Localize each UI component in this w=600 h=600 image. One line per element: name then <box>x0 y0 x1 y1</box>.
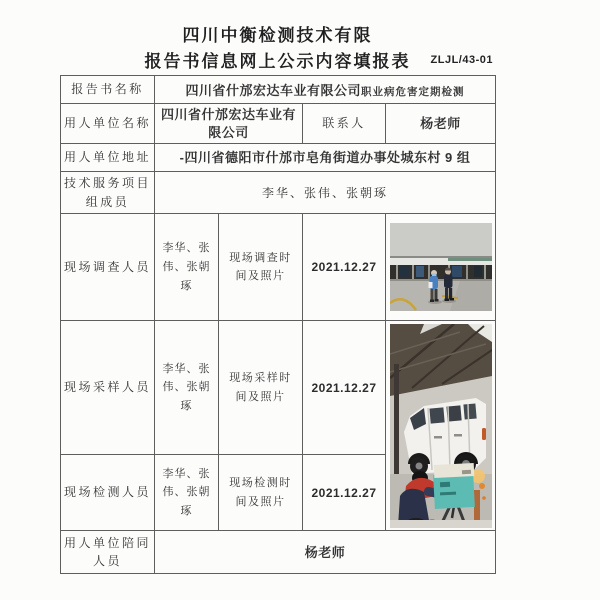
sampling-personnel: 李华、张伟、张朝琢 <box>155 321 219 455</box>
workshop-van-photo <box>390 324 492 528</box>
sampling-time-label: 现场采样时间及照片 <box>219 321 303 455</box>
employer-address-value: -四川省德阳市什邡市皂角街道办事处城东村 9 组 <box>155 144 496 172</box>
doc-code: ZLJL/43-01 <box>430 54 493 66</box>
report-detection-part: 职业病危害定期检测 <box>361 86 465 98</box>
sampling-testing-photo-cell <box>386 321 496 531</box>
team-members-value: 李华、张伟、张朝琢 <box>155 172 496 214</box>
doc-header <box>60 24 495 74</box>
testing-time-label: 现场检测时间及照片 <box>219 455 303 531</box>
testing-label: 现场检测人员 <box>61 455 155 531</box>
row-employer-address <box>61 144 496 172</box>
page-title-line1: 四川中衡检测技术有限 <box>182 26 373 45</box>
row-employer-name <box>61 104 496 144</box>
employer-address-label: 用人单位地址 <box>61 144 155 172</box>
survey-personnel: 李华、张伟、张朝琢 <box>155 214 219 321</box>
sampling-date: 2021.12.27 <box>303 321 386 455</box>
survey-time-label: 现场调查时间及照片 <box>219 214 303 321</box>
factory-building <box>390 256 492 281</box>
sky-upper <box>390 223 492 257</box>
report-name-label: 报告书名称 <box>61 76 155 104</box>
accompany-label: 用人单位陪同人员 <box>61 531 155 574</box>
factory-yard-photo <box>390 223 492 311</box>
employer-name-label: 用人单位名称 <box>61 104 155 144</box>
report-company-part: 四川省什邡宏达车业有限公司 <box>185 82 362 98</box>
survey-photo-cell <box>386 214 496 321</box>
survey-label: 现场调查人员 <box>61 214 155 321</box>
row-site-sampling <box>61 321 496 455</box>
report-name-value <box>155 76 496 104</box>
contact-value: 杨老师 <box>386 104 496 144</box>
row-accompany <box>61 531 496 574</box>
row-team-members <box>61 172 496 214</box>
sampling-label: 现场采样人员 <box>61 321 155 455</box>
report-info-table <box>60 75 496 574</box>
page-title-line2: 报告书信息网上公示内容填报表 <box>144 52 411 71</box>
team-members-label: 技术服务项目组成员 <box>61 172 155 214</box>
floor-baseline <box>390 520 492 528</box>
contact-label: 联系人 <box>303 104 386 144</box>
testing-personnel: 李华、张伟、张朝琢 <box>155 455 219 531</box>
testing-date: 2021.12.27 <box>303 455 386 531</box>
row-site-survey <box>61 214 496 321</box>
survey-date: 2021.12.27 <box>303 214 386 321</box>
accompany-value: 杨老师 <box>155 531 496 574</box>
employer-name-value: 四川省什邡宏达车业有限公司 <box>155 104 303 144</box>
row-report-name <box>61 76 496 104</box>
